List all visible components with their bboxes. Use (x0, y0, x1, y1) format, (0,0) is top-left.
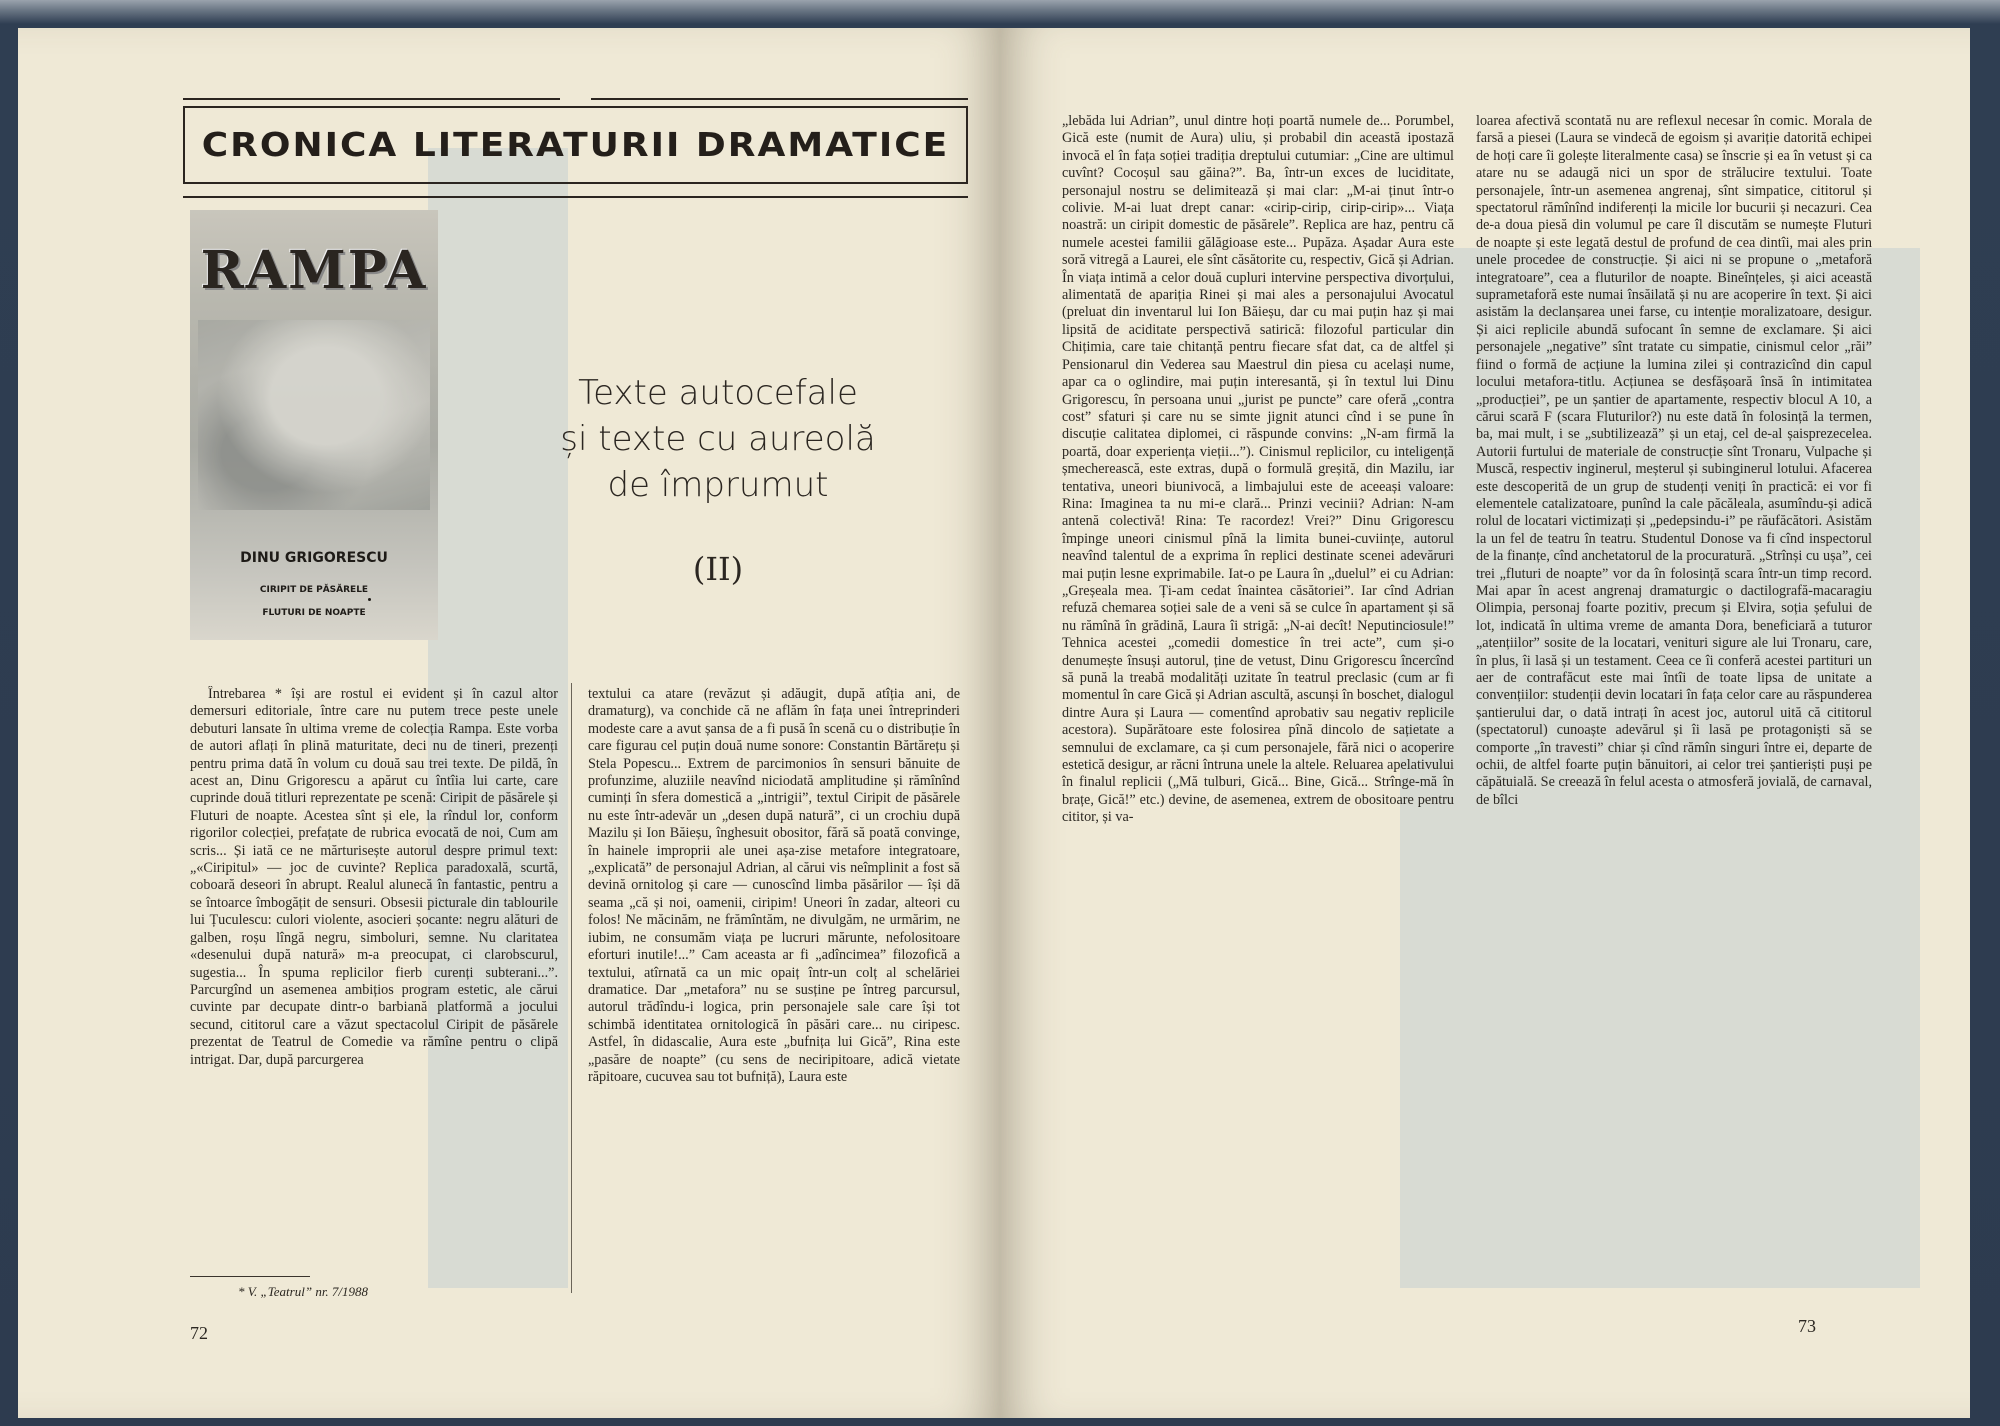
page-number-left: 72 (190, 1323, 208, 1343)
rampa-cover-image (190, 210, 438, 640)
left-column-2 (588, 686, 960, 1298)
text-block: „lebăda lui Adrian”, unul dintre hoți poartă numele de... Porumbel, Gică este (numit de Aura) uliu, și probabil din această ipostază invocă el în fața soției tradiția dreptului cutumiar: „Cine are ultimul cuvînt? Cocoșul sau găina?”. Ba, într-un exces de luciditate, personajul nostru se delimitează și mai clar: „M-ai ținut într-o colivie. M-ai luat drept canar: «cirip-cirip, cirip-cirip»... Viața noastră: un ciripit domestic de păsărele”. Replica are haz, pentru că numele acestei familii gălăgioase este... Pupăza. Așadar Aura este soră vitregă a Laurei, ele sînt căsătorite cu, respectiv, Gică și Adrian. În viața intimă a celor două cupluri intervine perspectiva divorțului, alimentată de apariția Rinei și mai ales a personajului Avocatul (preluat din inventarul lui Ion Băieșu, dar cu mai puțin haz și mai lipsită de aciditate perspectivă satirică: filozoful particular din Chițimia, care taie chitanță pentru fiecare sfat dat, ca de altfel și Pensionarul din Vederea sau Maestrul din piesa cu același nume, apar ca o oglindire, mai puțin interesantă, și în textul lui Dinu Grigorescu, în persoana unui „jurist pe puncte” care oferă „contra cost” sfaturi și care nu se simte jignit atunci cînd i se pune în discuție calitatea diplomei, ci răspunde convins: „N-am firmă la poartă, doar experiența vieții...”). Cinismul replicilor, cu inteligență șmecherească, este extras, după o formulă greșită, din Mazilu, iar tentativa, uneori biunivocă, a limbajului este de aceeași valoare: Rina: Imaginea ta nu mi-e clară... Prinzi vecinii? Adrian: N-am antenă colectivă! Rina: Te racordez! Vrei?” Dinu Grigorescu împinge uneori cinismul pînă la limita bunei-cuviințe, autorul neavînd talentul de a exprima în replici destinate scenei adevăruri mai puțin lesne exprimabile. Iat-o pe Laura în „duelul” ei cu Adrian: „Greșeala mea. Ți-am cedat înaintea căsătoriei”. Iar cînd Adrian refuză chemarea soției sale de a veni să se culce în apartament și să nu rămînă în grădină, Laura îi strigă: „N-ai decît! Neputinciosule!” Tehnica acestei „comedii domestice în trei acte”, cum și-o denumește însuși autorul, ține de vetust, Dinu Grigorescu încercînd să pună la treabă modalități uzitate în teatrul preclasic (cum ar fi momentul în care Gică și Adrian ascultă, ascunși în boschet, dialogul dintre Aura și Laura — comentînd aprobativ sau negativ replicile acestora). Supărătoare este folosirea pînă dincolo de sațietate a semnului de exclamare, ca și cum personajele, fără nici o acoperire estetică desigur, ar răcni întruna unele la altele. Reluarea apelativului în finalul replicii („Mă tulburi, Gică... Bine, Gică... Strînge-mă în brațe, Gică!” etc.) devine, de asemenea, extrem de obositoare pentru cititor, și va- (1062, 113, 1454, 826)
article-title-line3: de împrumut (607, 465, 829, 505)
footnote-rule (190, 1276, 310, 1277)
right-column-1 (1062, 113, 1454, 1293)
cover-illustration (198, 320, 430, 510)
page-number-right: 73 (1798, 1316, 1816, 1336)
text-block: loarea afectivă scontată nu are reflexul necesar în comic. Morala de farsă a piesei (Laura se vindecă de egoism și avariție datorită echipei de hoți care îi golește literalmente casa) se înscrie și ea în vetust și ca atare nu se adaugă nici un spor de strălucire textului. Toate personajele, într-un asemenea angrenaj, sînt simpatice, cititorul și spectatorul rămînînd indiferenți la micile lor bucurii și necazuri. Cea de-a doua piesă din volumul pe care îl discutăm se numește Fluturi de noapte și este legată destul de profund de cea dintîi, mai ales prin unele procedee de construcție. Și aici ni se propune o „metaforă integratoare”, cea a fluturilor de noapte. Bineînțeles, și aici această suprametaforă este numai însăilată și nu are acoperire în text. Și aici asistăm la declanșarea unei farse, cu intenție moralizatoare, desigur. Și aici replicile abundă sufocant în semne de exclamare. Și aici personajele „negative” sînt tratate cu simpatie, cinismul celor „răi” fiind o formă de acțiune la lumina zilei și contrazicînd din capul locului metafora-titlu. Acțiunea se desfășoară însă în intimitatea „producției”, pe un șantier de apartamente, respectiv blocul A 10, a cărui scară F (scara Fluturilor?) nu este dată în folosință la termen, ba, mai mult, i se „subtilizează” și un etaj, cel de-al șaisprezecelea. Autorii furtului de materiale de construcție sînt Tronaru, Vulpache și Muscă, respectiv inginerul, meșterul și subinginerul lotului. Afacerea este descoperită de un grup de studenți veniți în practică: ei vor fi elementele catalizatoare, punînd la cale păcăleala, asumîndu-și adică rolul de locatari victimizați și „pedepsindu-i” pe răufăcători. Asistăm la un fel de teatru în teatru. Studentul Donose va fi cînd inspectorul de la finanțe, cînd anchetatorul de la procuratură. „Strînși cu ușa”, cei trei „fluturi de noapte” vor da în folosință scara într-un timp record. Mai apar în acest angrenaj dramaturgic o dactilografă-macaragiu Olimpia, personaj foarte pozitiv, precum și Elvira, soția șefului de lot, indicată în ultima vreme de amanta Dora, beneficiară a tuturor „atențiilor” sosite de la locatari, venituri sigure ale lui Tronaru, care, în plus, îi lasă și un testament. Ceea ce îi conferă acestei partituri un aer de contrafăcut este mai întîi de toate lipsa de unitate a convențiilor: studenții devin locatari în fața celor care au răspunderea șantierului dar, o dată intrați în acest joc, autorul uită că cititorul (spectatorul) cunoaște adevărul și îi lasă pe protagoniști să se comporte „în travesti” chiar și cînd rămîn singuri între ei, departe de ochii, de altfel foarte puțin bănuitori, ai celor trei șantieriști puși pe căpătuială. Se creează în felul acesta o atmosferă jovială, de carnaval, de bîlci (1476, 113, 1872, 808)
article-part: (II) (692, 550, 744, 588)
left-page (18, 28, 1000, 1418)
text-block: Întrebarea * își are rostul ei evident și în cazul altor demersuri editoriale, între care nu putem trece peste unele debuturi lansate în ultima vreme de colecția Rampa. Este vorba de autori aflați în plină maturitate, deci nu de tineri, prezenți pentru prima dată în volum cu două sau trei texte. De pildă, în acest an, Dinu Grigorescu a apărut cu întîia lui carte, care cuprinde două titluri reprezentate pe scenă: Ciripit de păsărele și Fluturi de noapte. Acestea sînt și ele, la rîndul lor, conform rigorilor colecției, prefațate de rubrica evocată de noi, Cum am scris... Și iată ce ne mărturisește autorul despre primul text: „«Ciripitul» — joc de cuvinte? Replica paradoxală, scurtă, coboară deseori în abrupt. Realul alunecă în fantastic, pentru a se întoarce îmbogățit de sensuri. Obsesii picturale din tablourile lui Țuculescu: culori violente, asocieri șocante: negru alături de galben, roșu lîngă negru, simboluri, semne. Nu claritatea «desenului după natură» m-a preocupat, ci clarobscurul, sugestia... În spuma replicilor fierb curenți subterani...”. Parcurgînd un asemenea ambițios program estetic, ale cărui cuvinte par decupate dintr-o barbiană platformă a jocului secund, cititorul care a văzut spectacolul Ciripit de păsărele prezentat de Teatrul de Comedie va rămîne pentru o clipă intrigat. Dar, după parcurgerea (190, 686, 558, 1068)
cover-dot (368, 598, 371, 601)
left-column-1 (190, 686, 558, 1271)
cover-subtitle-2: FLUTURI DE NOAPTE (262, 608, 366, 618)
text-block: textului ca atare (revăzut și adăugit, după atîția ani, de dramaturg), va conchide că ne aflăm în fața unei întreprinderi modeste care a avut șansa de a fi pusă în scenă cu o distribuție în care figurau cel puțin două nume sonore: Constantin Bărtărețu și Stela Popescu... Extrem de parcimonios în sensuri bănuite de profunzime, aluziile neavînd niciodată amplitudine și rămînînd cuminți în sfera domestică a „intrigii”, textul Ciripit de păsărele nu este într-adevăr un „desen după natură”, ci un crochiu după Mazilu și Ion Băieșu, înghesuit obositor, fără să poată convinge, în hainele improprii ale unei așa-zise metafore integratoare, „explicată” de personajul Adrian, al cărui vis neîmplinit a fost să devină ornitolog și care — cunoscînd limba păsărilor — își dă seama „că și noi, oamenii, ciripim! Uneori în zadar, alteori cu folos! Ne măcinăm, ne frămîntăm, ne divulgăm, ne urmărim, ne iubim, ne consumăm viața pe lucruri mărunte, nefolositoare eforturi inutile!...” Cam aceasta ar fi „adîncimea” filozofică a textului, atîrnată ca un mic opaiț într-un colț al schelăriei dramatice. Dar „metafora” nu se susține pe întreg parcursul, autorul trădîndu-i logica, prin personajele sale care își tot schimbă identitatea ornitologică în păsări care... nu ciripesc. Astfel, în didascalie, Aura este „bufnița lui Gică”, Rina este „pasăre de noapte” (cu sens de neciripitoare, adică vietate răpitoare, cucuvea sau tot bufniță), Laura este (588, 686, 960, 1085)
cover-subtitle-1: CIRIPIT DE PĂSĂRELE (259, 585, 369, 595)
header-rule (183, 196, 968, 198)
right-page (1000, 28, 1970, 1418)
section-header-box (183, 106, 968, 184)
column-divider (571, 683, 572, 1293)
right-column-2 (1476, 113, 1872, 1293)
article-title (558, 370, 878, 508)
article-title-line2: și texte cu aureolă (560, 419, 876, 459)
cover-author: DINU GRIGORESCU (240, 550, 388, 566)
section-header: CRONICA LITERATURII DRAMATICE (201, 126, 950, 164)
cover-logo: RAMPA (200, 240, 428, 301)
footnote: * V. „Teatrul” nr. 7/1988 (238, 1284, 369, 1299)
article-title-line1: Texte autocefale (578, 373, 858, 413)
